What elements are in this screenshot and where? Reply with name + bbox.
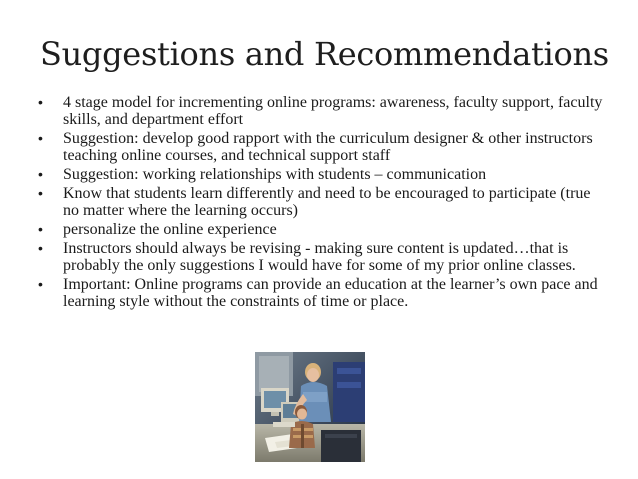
slide-title: Suggestions and Recommendations: [40, 35, 609, 73]
bullet-item: [38, 130, 610, 164]
bullet-item: [38, 166, 610, 183]
bullet-item: [38, 185, 610, 219]
classroom-photo-illustration: [255, 352, 365, 462]
bullet-text: Important: Online programs can provide an education at the learner’s own pace and learning style without the constraints of time or place.: [63, 276, 598, 310]
bullet-marker: •: [38, 240, 43, 256]
bullet-item: [38, 94, 610, 128]
bullet-marker: •: [38, 185, 43, 201]
bullet-text: Know that students learn differently and need to be encouraged to participate (true no matter where the learning occurs): [63, 185, 591, 219]
bullet-marker: •: [38, 221, 43, 237]
bullet-list: [38, 94, 610, 312]
classroom-photo: [255, 352, 365, 462]
bullet-marker: •: [38, 166, 43, 182]
bullet-item: [38, 276, 610, 310]
bullet-marker: •: [38, 130, 43, 146]
bullet-text: Suggestion: develop good rapport with the curriculum designer & other instructors teaching online courses, and technical support staff: [63, 130, 593, 164]
bullet-text: Instructors should always be revising - making sure content is updated…that is probably the only suggestions I would have for some of my prior online classes.: [63, 240, 576, 274]
bullet-item: [38, 240, 610, 274]
bullet-text: Suggestion: working relationships with students – communication: [63, 166, 487, 183]
bullet-marker: •: [38, 94, 43, 110]
bullet-text: personalize the online experience: [63, 221, 277, 238]
bullet-item: [38, 221, 610, 238]
bullet-marker: •: [38, 276, 43, 292]
bullet-text: 4 stage model for incrementing online programs: awareness, faculty support, faculty skills, and department effort: [63, 94, 603, 128]
